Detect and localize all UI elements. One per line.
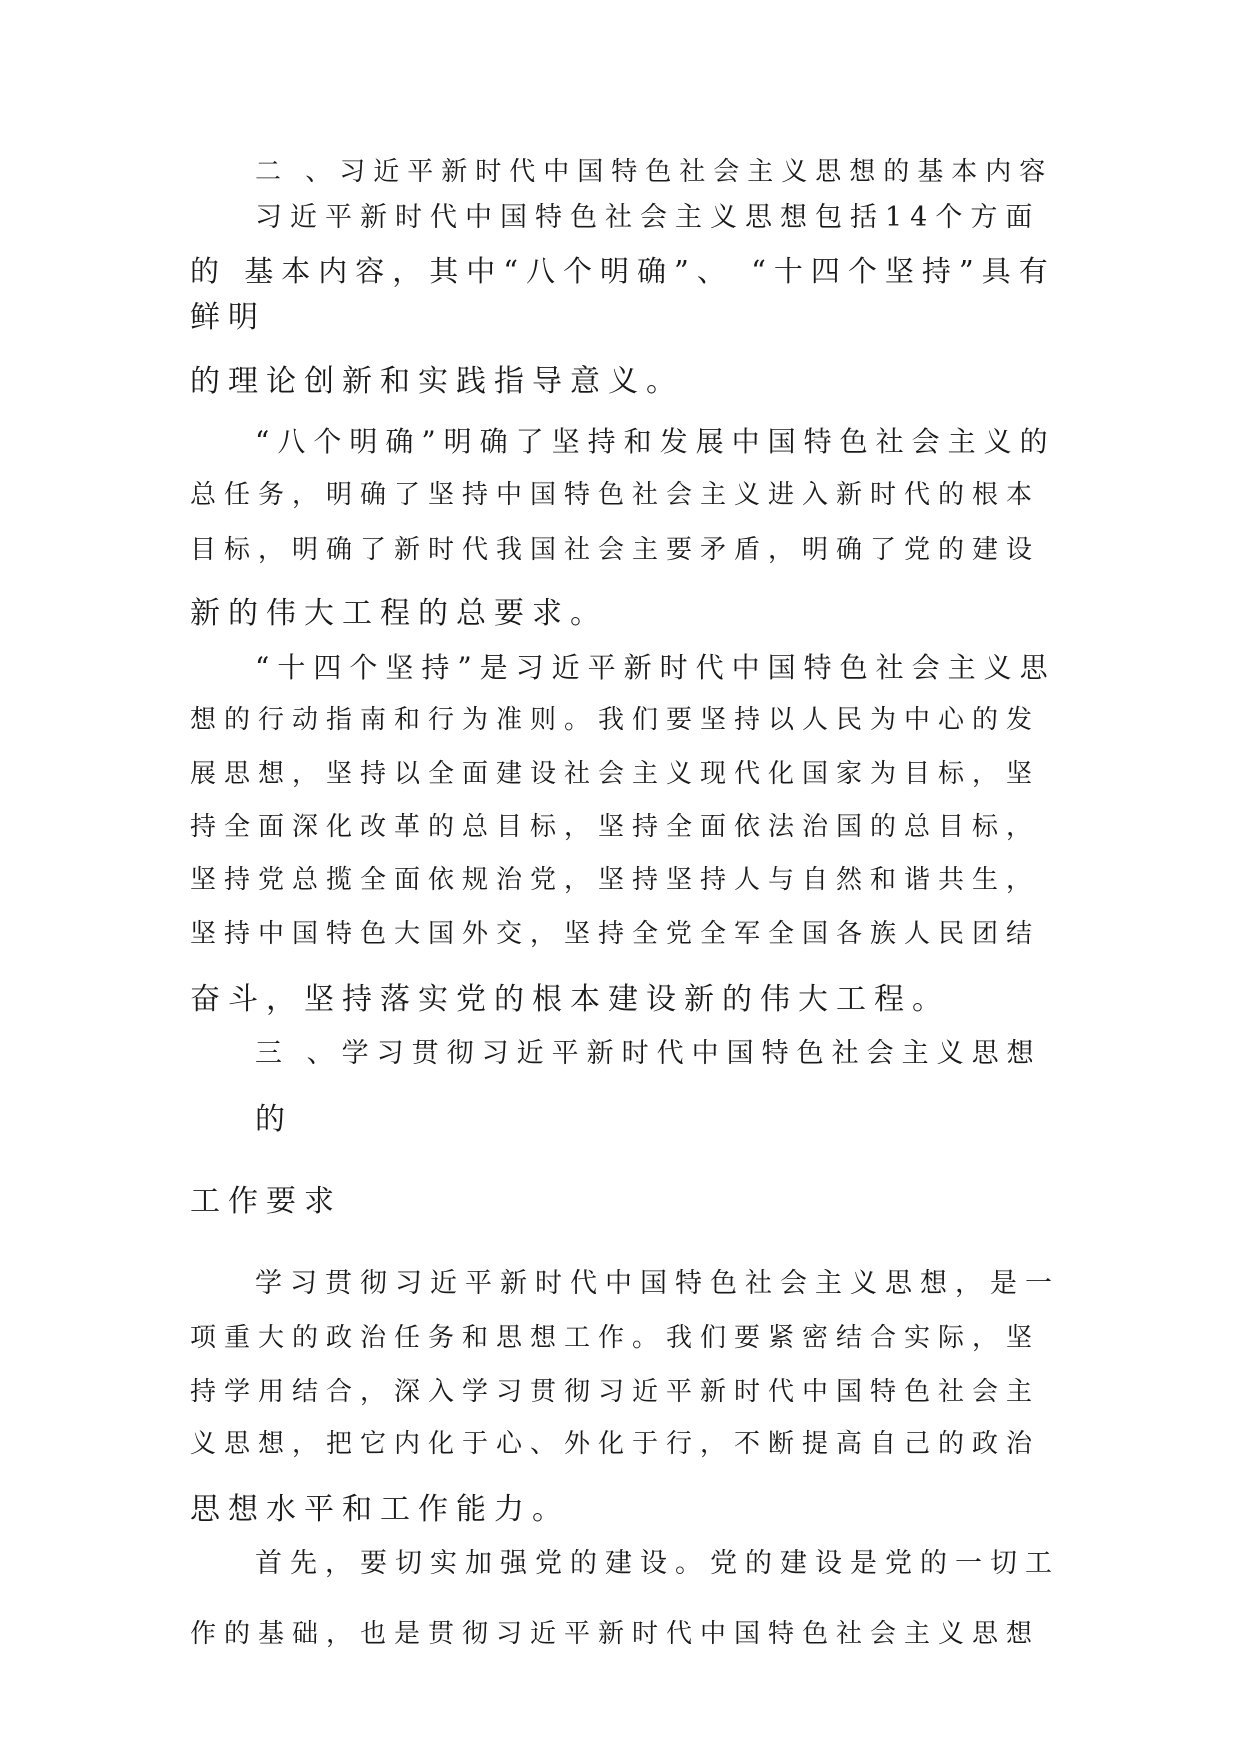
- paragraph-line: 新的伟大工程的总要求。: [190, 596, 608, 631]
- paragraph-line: 义思想，把它内化于心、外化于行，不断提高自己的政治: [190, 1429, 1041, 1459]
- paragraph-line: 学习贯彻习近平新时代中国特色社会主义思想，是一: [255, 1268, 1060, 1299]
- paragraph-line: 鲜明: [190, 300, 266, 335]
- section-heading-two: 二 、习近平新时代中国特色社会主义思想的基本内容: [255, 157, 1054, 187]
- paragraph-line: 的理论创新和实践指导意义。: [190, 364, 684, 399]
- paragraph-line: 目标，明确了新时代我国社会主要矛盾，明确了党的建设: [190, 535, 1041, 565]
- paragraph-line: 奋斗，坚持落实党的根本建设新的伟大工程。: [190, 982, 950, 1017]
- paragraph-line: 项重大的政治任务和思想工作。我们要紧密结合实际，坚: [190, 1323, 1041, 1353]
- paragraph-line: 持学用结合，深入学习贯彻习近平新时代中国特色社会主: [190, 1377, 1041, 1407]
- paragraph-line: 总任务，明确了坚持中国特色社会主义进入新时代的根本: [190, 480, 1041, 510]
- paragraph-line: 坚持中国特色大国外交，坚持全党全军全国各族人民团结: [190, 919, 1041, 949]
- section-heading-three-end: 工作要求: [190, 1184, 342, 1219]
- paragraph-line: 想的行动指南和行为准则。我们要坚持以人民为中心的发: [190, 705, 1041, 735]
- paragraph-line: 坚持党总揽全面依规治党，坚持坚持人与自然和谐共生，: [190, 865, 1041, 895]
- section-heading-three-cont: 的: [255, 1102, 293, 1137]
- paragraph-line: 首先，要切实加强党的建设。党的建设是党的一切工: [255, 1548, 1060, 1579]
- paragraph-line: 持全面深化改革的总目标，坚持全面依法治国的总目标，: [190, 812, 1041, 842]
- paragraph-line: 思想水平和工作能力。: [190, 1492, 570, 1527]
- section-heading-three: 三 、学习贯彻习近平新时代中国特色社会主义思想: [255, 1038, 1042, 1069]
- paragraph-line: “八个明确”明确了坚持和发展中国特色社会主义的: [255, 425, 1056, 458]
- paragraph-line: “十四个坚持”是习近平新时代中国特色社会主义思: [255, 651, 1056, 684]
- paragraph-line: 习近平新时代中国特色社会主义思想包括14个方面: [255, 202, 1041, 233]
- paragraph-line: 展思想，坚持以全面建设社会主义现代化国家为目标，坚: [190, 759, 1041, 789]
- paragraph-line: 的 基本内容，其中“八个明确”、 “十四个坚持”具有: [190, 254, 1056, 288]
- paragraph-line: 作的基础，也是贯彻习近平新时代中国特色社会主义思想: [190, 1619, 1041, 1649]
